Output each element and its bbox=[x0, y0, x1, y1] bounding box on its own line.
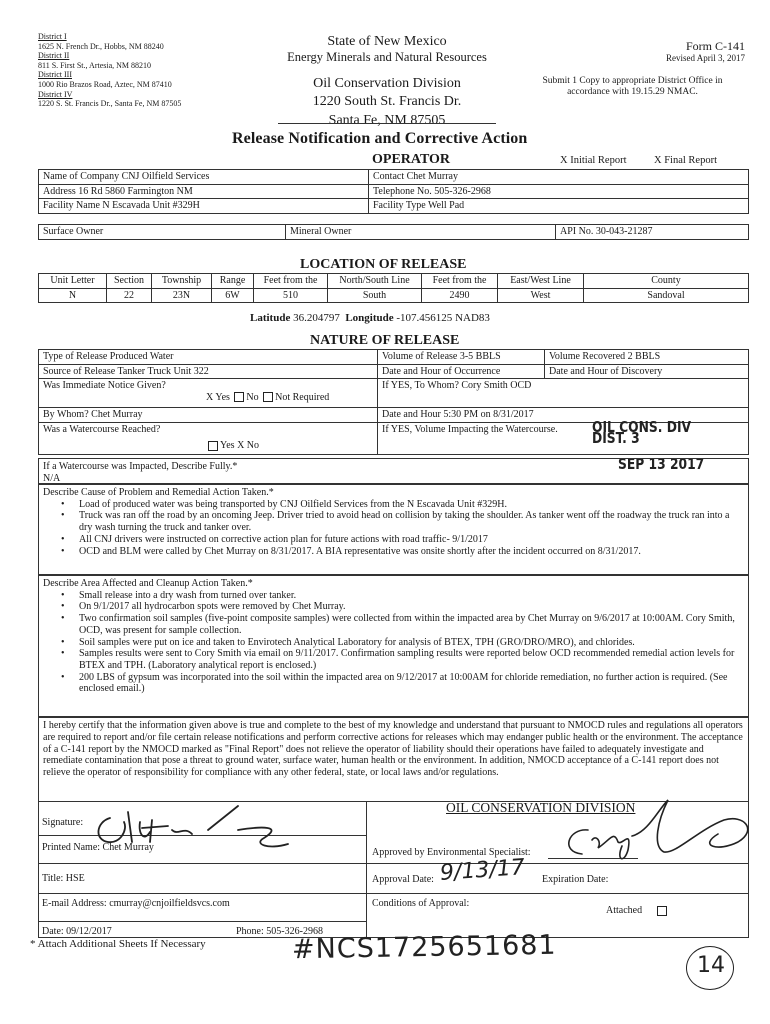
printed-name-field[interactable]: Printed Name: Chet Murray bbox=[42, 842, 154, 853]
location-header-cell: Township bbox=[152, 274, 212, 289]
location-header-cell: Unit Letter bbox=[39, 274, 107, 289]
district-1-name: District I bbox=[38, 32, 67, 41]
coordinates-line bbox=[250, 312, 490, 324]
operator-heading: OPERATOR bbox=[372, 152, 451, 167]
county-value[interactable]: Sandoval bbox=[584, 288, 749, 303]
operator-table bbox=[38, 169, 749, 214]
location-header-cell: Section bbox=[107, 274, 152, 289]
list-item: • 200 LBS of gypsum was incorporated into the soil within the impacted area on 9/12/2017 at 10:00AM for chloride remediation, no further action is required. (See enclosed email.) bbox=[69, 672, 744, 695]
district-2-address: 811 S. First St., Artesia, NM 88210 bbox=[38, 60, 152, 70]
incident-number: #NCS1725651681 bbox=[291, 929, 557, 966]
ocd-heading: OIL CONSERVATION DIVISION bbox=[446, 800, 636, 815]
phone-field[interactable]: Phone: 505-326-2968 bbox=[236, 926, 323, 937]
section-value[interactable]: 22 bbox=[107, 288, 152, 303]
district-3-address: 1000 Rio Brazos Road, Aztec, NM 87410 bbox=[38, 79, 172, 89]
telephone-field[interactable]: Telephone No. 505-326-2968 bbox=[369, 184, 749, 199]
cause-heading: Describe Cause of Problem and Remedial Action Taken.* bbox=[43, 487, 274, 498]
list-item: • Small release into a dry wash from turned over tanker. bbox=[69, 590, 744, 602]
location-header-cell: Range bbox=[212, 274, 254, 289]
received-stamp-date: SEP 13 2017 bbox=[618, 455, 705, 473]
watercourse-cell bbox=[39, 422, 378, 454]
ns-line-value[interactable]: South bbox=[328, 288, 422, 303]
watercourse-no-option[interactable]: X No bbox=[237, 440, 260, 451]
email-field[interactable]: E-mail Address: cmurray@cnjoilfieldsvcs.com bbox=[42, 898, 230, 909]
received-stamp-line1: OIL CONS. DIV DIST. 3 bbox=[592, 417, 692, 447]
location-header-cell: North/South Line bbox=[328, 274, 422, 289]
list-item: • All CNJ drivers were instructed on corrective action plan for future actions with road traffic- 9/1/2017 bbox=[69, 534, 744, 546]
form-title: Release Notification and Corrective Action bbox=[232, 130, 528, 147]
final-report-checkbox[interactable]: X Final Report bbox=[654, 155, 717, 166]
release-source-field[interactable]: Source of Release Tanker Truck Unit 322 bbox=[39, 364, 378, 379]
division-name: Oil Conservation Division bbox=[313, 76, 461, 91]
approved-by-label: Approved by Environmental Specialist: bbox=[372, 847, 531, 858]
by-whom-field[interactable]: By Whom? Chet Murray bbox=[39, 408, 378, 423]
watercourse-volume-label: If YES, Volume Impacting the Watercourse. bbox=[382, 423, 558, 435]
location-value-row bbox=[39, 288, 749, 303]
facility-type-field[interactable]: Facility Type Well Pad bbox=[369, 199, 749, 214]
watercourse-description-value: N/A bbox=[43, 472, 61, 484]
date-occurrence-field[interactable]: Date and Hour of Occurrence bbox=[378, 364, 545, 379]
datum-value: NAD83 bbox=[455, 312, 490, 324]
release-type-field[interactable]: Type of Release Produced Water bbox=[39, 350, 378, 365]
api-number-field[interactable]: API No. 30-043-21287 bbox=[556, 225, 749, 240]
district-3-name: District III bbox=[38, 70, 72, 80]
form-number: Form C-141 bbox=[685, 39, 745, 53]
submit-instructions: Submit 1 Copy to appropriate District Office in accordance with 19.15.29 NMAC. bbox=[542, 76, 723, 97]
date-field[interactable]: Date: 09/12/2017 bbox=[42, 926, 112, 937]
notice-no-checkbox[interactable] bbox=[234, 392, 244, 402]
location-header-row bbox=[39, 274, 749, 289]
nature-table bbox=[38, 349, 749, 455]
watercourse-label: Was a Watercourse Reached? bbox=[43, 423, 161, 435]
ew-line-value[interactable]: West bbox=[498, 288, 584, 303]
location-header-cell: Feet from the bbox=[422, 274, 498, 289]
longitude-value[interactable]: -107.456125 bbox=[396, 312, 453, 324]
attached-label: Attached bbox=[606, 905, 643, 916]
list-item: • OCD and BLM were called by Chet Murray on 8/31/2017. A BIA representative was onsite shortly after the incident occurred on 8/31/2017. bbox=[69, 546, 744, 558]
division-city: Santa Fe, NM 87505 bbox=[328, 113, 446, 128]
approver-signature[interactable] bbox=[548, 790, 758, 870]
notice-not-required-label: Not Required bbox=[275, 391, 330, 403]
range-value[interactable]: 6W bbox=[212, 288, 254, 303]
notice-not-required-checkbox[interactable] bbox=[263, 392, 273, 402]
division-street: 1220 South St. Francis Dr. bbox=[312, 94, 462, 109]
area-list bbox=[69, 590, 744, 695]
watercourse-yes-label: Yes bbox=[220, 440, 235, 451]
header-divider bbox=[278, 123, 496, 124]
owner-table bbox=[38, 224, 749, 240]
state-name: State of New Mexico bbox=[327, 34, 447, 49]
form-revision: Revised April 3, 2017 bbox=[666, 53, 745, 63]
signature-divider bbox=[366, 801, 367, 938]
sig-row-line bbox=[38, 921, 366, 922]
township-value[interactable]: 23N bbox=[152, 288, 212, 303]
district-4-name: District IV bbox=[38, 89, 73, 99]
list-item: • Samples results were sent to Cory Smith via email on 9/11/2017. Confirmation sampling results were reported below OCD recommended remedial action levels for BTEX and TPH. (Laboratory analytical report is enclosed.) bbox=[69, 648, 744, 671]
page-number: 14 bbox=[697, 953, 725, 978]
mineral-owner-field[interactable]: Mineral Owner bbox=[286, 225, 556, 240]
approval-date-value[interactable]: 9/13/17 bbox=[439, 855, 526, 886]
title-field[interactable]: Title: HSE bbox=[42, 873, 85, 884]
agency-header bbox=[262, 34, 512, 130]
location-header-cell: East/West Line bbox=[498, 274, 584, 289]
address-field[interactable]: Address 16 Rd 5860 Farmington NM bbox=[39, 184, 369, 199]
district-2-name: District II bbox=[38, 51, 70, 61]
cause-list bbox=[69, 499, 744, 558]
area-description-box[interactable] bbox=[38, 575, 749, 717]
notice-yes-option[interactable]: X Yes bbox=[206, 391, 230, 403]
immediate-notice-label: Was Immediate Notice Given? bbox=[43, 380, 166, 391]
feet-ew-value[interactable]: 2490 bbox=[422, 288, 498, 303]
company-name-field[interactable]: Name of Company CNJ Oilfield Services bbox=[39, 170, 369, 185]
facility-name-field[interactable]: Facility Name N Escavada Unit #329H bbox=[39, 199, 369, 214]
contact-field[interactable]: Contact Chet Murray bbox=[369, 170, 749, 185]
notice-to-whom-field[interactable]: If YES, To Whom? Cory Smith OCD bbox=[378, 379, 749, 408]
watercourse-description-box[interactable] bbox=[38, 458, 749, 484]
location-header-cell: Feet from the bbox=[254, 274, 328, 289]
sig-row-line bbox=[38, 893, 749, 894]
certification-text: I hereby certify that the information given above is true and complete to the best of my knowledge and understand that pursuant to NMOCD rules and regulations all operators are required to report and/or file certain release notifications and perform corrective actions for releases which may endanger public health or the environment. The acceptance of a C-141 report by the NMOCD marked as "Final Report" does not relieve the operator of liability should their operations have failed to adequately investigate and remediate contamination that pose a threat to ground water, surface water, human health or the environment. In addition, NMOCD acceptance of a C-141 report does not relieve the operator of responsibility for compliance with any other federal, state, or local laws and/or regulations. bbox=[43, 720, 743, 779]
form-id-block bbox=[520, 40, 745, 97]
immediate-notice-cell bbox=[39, 379, 378, 408]
certification-box bbox=[38, 717, 749, 801]
conditions-of-approval-label: Conditions of Approval: bbox=[372, 898, 470, 909]
list-item: • Truck was ran off the road by an oncoming Jeep. Driver tried to avoid head on collision by taking the shoulder. As tanker went off the roadway the truck ran into a dry wash turning the truck and tanker over. bbox=[69, 510, 744, 533]
nature-heading: NATURE OF RELEASE bbox=[310, 333, 460, 348]
list-item: • Two confirmation soil samples (five-point composite samples) were collected from within the impacted area by Chet Murray on 9/6/2017 at 10:00AM. Cory Smith, OCD, was present for sample collection. bbox=[69, 613, 744, 636]
watercourse-volume-cell bbox=[378, 417, 749, 454]
area-heading: Describe Area Affected and Cleanup Action Taken.* bbox=[43, 578, 253, 589]
approval-date-label: Approval Date: bbox=[372, 874, 434, 885]
longitude-label: Longitude bbox=[345, 312, 394, 324]
latitude-label: Latitude bbox=[250, 312, 291, 324]
watercourse-yes-checkbox[interactable] bbox=[208, 441, 218, 451]
unit-letter-value[interactable]: N bbox=[39, 288, 107, 303]
signature-label: Signature: bbox=[42, 817, 84, 828]
date-discovery-field[interactable]: Date and Hour of Discovery bbox=[545, 364, 749, 379]
attached-checkbox[interactable] bbox=[657, 906, 667, 916]
watercourse-description-label: If a Watercourse was Impacted, Describe Fully.* bbox=[43, 461, 238, 472]
district-1-address: 1625 N. French Dr., Hobbs, NM 88240 bbox=[38, 41, 164, 51]
surface-owner-field[interactable]: Surface Owner bbox=[39, 225, 286, 240]
list-item: • Soil samples were put on ice and taken to Envirotech Analytical Laboratory for analysis of BTEX, TPH (GRO/DRO/MRO), and chlorides. bbox=[69, 637, 744, 649]
location-table bbox=[38, 273, 749, 303]
location-heading: LOCATION OF RELEASE bbox=[300, 257, 467, 272]
district-list bbox=[38, 32, 181, 109]
feet-ns-value[interactable]: 510 bbox=[254, 288, 328, 303]
location-header-cell: County bbox=[584, 274, 749, 289]
notice-date-hour-field[interactable]: Date and Hour 5:30 PM on 8/31/2017 bbox=[378, 408, 749, 423]
department-name: Energy Minerals and Natural Resources bbox=[287, 50, 487, 64]
expiration-date-label: Expiration Date: bbox=[542, 874, 609, 885]
notice-no-label: No bbox=[246, 391, 259, 403]
latitude-value[interactable]: 36.204797 bbox=[293, 312, 340, 324]
cause-description-box[interactable] bbox=[38, 484, 749, 575]
initial-report-checkbox[interactable]: X Initial Report bbox=[560, 155, 627, 166]
volume-recovered-field[interactable]: Volume Recovered 2 BBLS bbox=[545, 350, 749, 365]
district-4-address: 1220 S. St. Francis Dr., Santa Fe, NM 87505 bbox=[38, 99, 182, 109]
list-item: • On 9/1/2017 all hydrocarbon spots were removed by Chet Murray. bbox=[69, 601, 744, 613]
list-item: • Load of produced water was being transported by CNJ Oilfield Services from the N Escavada Unit #329H. bbox=[69, 499, 744, 511]
attach-sheets-note: * Attach Additional Sheets If Necessary bbox=[30, 938, 206, 950]
release-volume-field[interactable]: Volume of Release 3-5 BBLS bbox=[378, 350, 545, 365]
